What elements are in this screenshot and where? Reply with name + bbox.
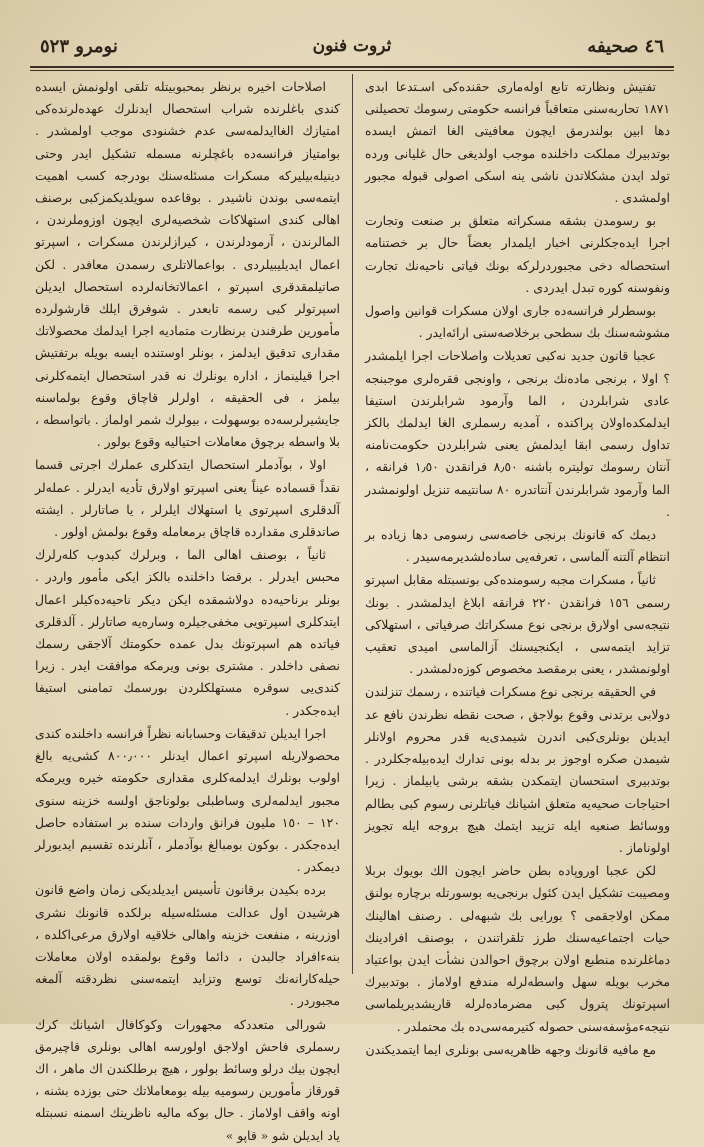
paragraph: شورالی متعددكه مجهورات وكوكافال اشيانك كرك رسملری فاحش اولاجق اولورسه اهالی بونلری قاچيرمق ايچون بيك درلو وسائط بولور ، هيچ برطلكندن اك ماهر ، اك قورقاز مأمورين رسوميه بيله بومعاملاتك حتی بوزده بشنه ، اونه واقف اولاماز . حال بوكه ماليه ناظرينك اسمنه نسبتله ياد ايديلن شو « قاپو » [35,1016,340,1143]
page-number-label: ٤٦ صحيفه [587,36,664,57]
paragraph: اولا ، بوآدملر استحصال ايتدكلری عملرك اجرتی قسما نقداً قسماده عيناً يعنی اسپرتو اولارق تأديه ايدرلر . عمله‌لر آلدقلری اسپرتوی يا استهلاك ايلرلر ، يا صاتارلر . ايشته صاتدقلری مقدارده قاچاق برمعامله وقوع بولمش اولور . [35,457,340,540]
paragraph: عجبا قانون جديد نه‌كبی تعديلات واصلاحات اجرا ايلمشدر ؟ اولا ، برنجی ماده‌نك برنجی ، واونجی فقره‌لری موجبنجه عادی شرابلردن ، الما وآرمود شرابلرندن استيفا ايدلمكده‌اولان پراكنده ، آمديه رسملری الغا ايدلمك بالكز تداول رسمی ابقا ايدلمش يعنی شرابلردن حكومت‌نامنه آنتان رسومك توليتره باشنه ٨٫٥٠ فرانقدن ١٫٥٠ فرانقه ، الما وآرمود شرابلرندن آنتاتدره ٨٠ سانتيمه تنزيل اولونمشدر . [365,348,670,519]
paragraph: بو رسومدن بشقه مسكراته متعلق بر صنعت وتجارت اجرا ايده‌جكلرنی اخبار ايلمدار بعضاً حال بر خصتنامه استحصاله دخی مجبوردرلركه بونك فياتی ناحيه‌نك تجارت ونفوسنه كوره تبدل ايدردی . [365,213,670,295]
right-column [365,76,670,1057]
paragraph: بوسطرلر فرانسه‌ده جاری اولان مسكرات قوانين واصول مشوشه‌سنك بك سطحی برخلاصه‌سنی ارائه‌ايدر . [365,303,670,341]
page-header [30,32,674,64]
header-rule-thin [30,70,674,71]
paragraph: ثانياً ، مسكرات مجبه رسومنده‌كی بونسبتله مقابل اسپرتو رسمی ١٥٦ فرانقدن ٢٢٠ فرانقه ابلاغ ايدلمشدر . بونك نتيجه‌سی اولارق برنجی نوع مسكراتك صرفياتی ، استهلاكی تزايد ايتمه‌سی ، ايكنجيسنك آزالماسی اميدی تعقيب اولونمشدر ، يعنی برمقصد مخصوص كوزه‌دلمشدر . [365,572,670,677]
paragraph: تفتيش ونظارته تابع اولەماری حقنده‌كی اسـتدعا ابدی ١٨٧١ تحاربه‌سنی متعاقباً فرانسه حكومتی رسومك تحصيلنی دها ابين بولندرمق ايچون معافيتی الغا اتمش ايسده بوتدبيرك مملكت داخلنده موجب اولدیغی حال غليانی ورده تولد ايدن مشكلاتدن ناشی ينه اسكی اصولی قبوله مجبور اولمشدی . [365,79,670,206]
paragraph: اجرا ايديلن تدقيقات وحسابانه نظراً فرانسه داخلنده كندی محصولاريله اسپرتو اعمال ايدنلر ٨٠٠٫٠٠٠ كشی‌يه بالغ اولوب بونلرك ايدلمه‌كلری مقداری حكومته خيره ويرمكه مجبور ايدلمه‌لری وساطبلی بولوناجق اولسه خزينه سنوی ١٢٠ – ١٥٠ مليون فرانق واردات سنده بر استفاده حاصل ايده‌جكدر . بوكون بومبالغ بوآدملر ، آنلرنده تقسيم ايديورلر ديمكدر . [35,725,340,875]
paragraph: ثانياً ، بوصنف اهالی الما ، وبرلرك كبدوب كله‌رلرك محبس ايدرلر . برقضا داخلنده بالكز ايكی مأمور واردر . بونلر برناحيه‌ده دولاشمقده ايكن ديكر ناحيه‌ده‌كيلر اعمال ايتدكلری اسپرتويی مخفی‌جيلره وساره‌يه صاتارلر . آلدقلری فياتده هم اسپرتونك بدل عمده حكومتك آلاجقی رسمك نصفی داخلدر . مشتری بونی ويرمكه موافقت ايدر . زيرا كندی‌يی سوقره مستهلكلردن بورسمك تمامنی استيفا ايده‌جكدر . [35,547,340,718]
column-divider [352,74,353,974]
paragraph: اصلاحات اخيره برنظر بمحبوبيتله تلقی اولونمش ايسده كندی باغلرنده شراب استحصال ايدنلرك عهده‌لرنده‌كی امتيازك الغاايدلمه‌سی عدم خشنودی موجب اولمشدر . بوامتياز فرانسه‌ده باغچلرنه مسمله تشكيل ايدر وحتی دينيله‌بيليركه مسكرات مسئله‌سنك بودرجه كسب اهميت ايتمه‌سی بوندن ناشيدر . بوقاعده سويلديكمزكبی برصنف اهالی كندی استهلاكات شخصيه‌لری ايچون اوزوملرندن ، المالرندن ، آرمودلرندن ، كيرازلرندن مسكرات ، اسپرتو اعمال ايديليبيلردی . بواعمالاتلری رسمدن معافدر . لكن صاتيلمقدقری اسپرتو ، اعمالاتخانه‌لرده استحصال ايديلن اسپرتولر كبی رسمه تابعدر . شوفرق ايلك قارشولرده مأمورين طرفندن برنظارت متماديه اجرا ايدلمك محصولاتك مقداری تدقيق ايدلمز ، بونلر اوستنده ايسه بويله برتفتيش اجرا قيلينماز ، اداره بونلرك نه قدر استحصال ايتمه‌كلرنی بيلمز ، فی الحقيقه ، اولرلر قاچاق وقوع بولماسنه جايشيرلرسه‌ده بوسهولت ، بيولرك شمر اولماز . باتواسطه ، بلا واسطه برچوق معاملات احتياليه وقوع بولور . [35,79,340,450]
journal-title: ثروت فنون [312,36,392,56]
header-rule [30,66,674,68]
issue-number-label: نومرو ٥٢٣ [40,36,118,57]
paragraph: لكن عجبا اوروپاده بطن حاضر ايچون الك بويوك بربلا ومصيبت تشكيل ايدن كئول برنجی‌يه بوسورتله برچاره بولنق ممكن اولاجقمی ؟ بورايی بك شبهه‌لی . رصنف اهالينك حيات اجتماعيه‌سنك طرز تلقراتندن ، بوصنف افرادينك دماغلرنده منطبع اولان برچوق احوالدن نشأت ايدن بواعتياد مخرب بويله سهل واسطه‌لرله مندفع اولاماز . بوتدبيرك اسپرتونك پترول كبی مضرماده‌لرله قاريشديريلماسی نتيجه‌ءمؤسفه‌سنی حصوله كتيرمه‌سی‌ده بك محتملدر . [365,863,670,1034]
paragraph: برده بكيدن برقانون تأسيس ايديلديكی زمان واضع قانون هرشيدن اول عدالت مسئله‌سيله برلكده قانونك نشری اوزرينه ، منفعت خزينه واهالی خلاقيه اولارق مرعی‌اكلده ، بنه‌ءافراد جالبدن ، دائما وقوع بولمقده اولان معاملات حيله‌كارانه‌نك توسع وتزايد ايتمه‌سنی نظردقته آلمغه مجبوردر . [35,882,340,1009]
paragraph: في الحقيقه برنجی نوع مسكرات فياتنده ، رسمك تنزلندن دولابی برتدنی وقوع بولاجق ، صحت نقطه نظرندن نافع عد ايديلن بونلری‌كبی اندرن شيمدی‌يه قدر محروم اولانلر شيمدن صكره اوجوز بر بدله بونی تدارك ايده‌بيله‌جكلردر . بوتدبيری استحسان ايتمكدن بشقه برشی يابيلماز . زيرا احتياجات صحيه‌يه متعلق اشيانك فياتلرنی رسوم كبی بطالم ووسائط صنعيه ايله تزييد ايتمك هيچ بروجه ايله تجويز اولوناماز . [365,684,670,855]
left-column [35,76,340,1143]
paragraph: ديمك كه قانونك برنجی خاصه‌سی رسومی دها زياده بر انتظام آلتنه آلماسی ، تعرفه‌يی ساده‌لشديرمه‌سيدر . [365,527,670,565]
paragraph: مع مافيه قانونك وجهه ظاهريه‌سی بونلری ايما ايتمديكندن [365,1041,656,1057]
